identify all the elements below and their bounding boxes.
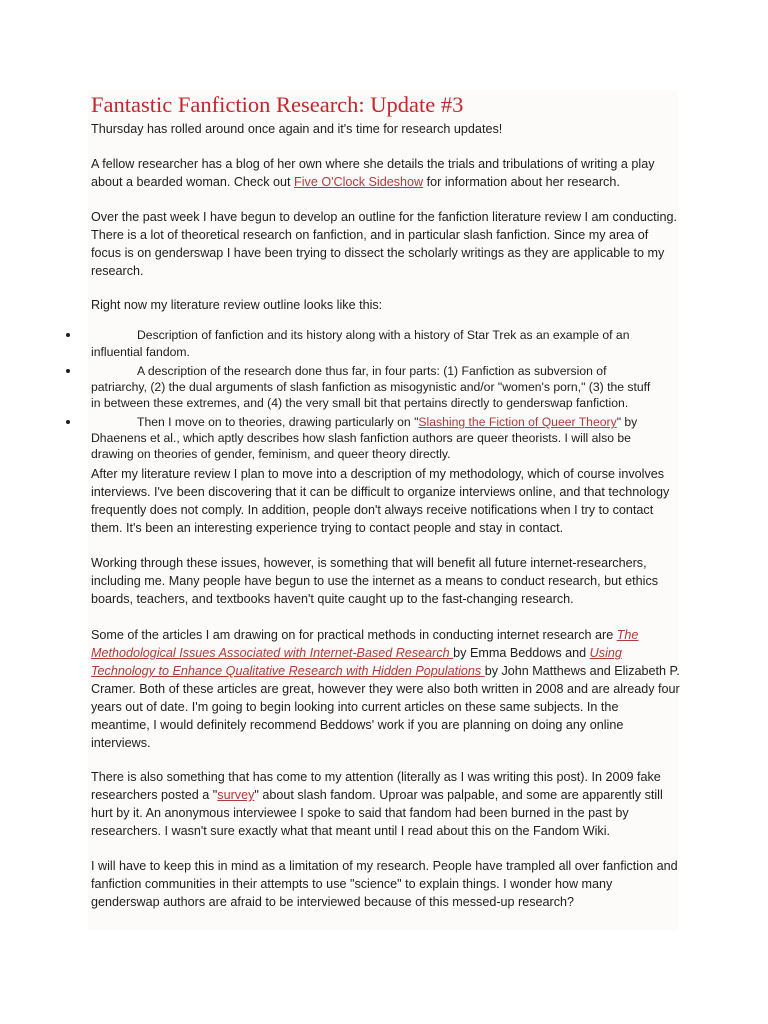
paragraph-line: There is also something that has come to my attention (literally as I was writing this post). In 2009 fake	[91, 770, 661, 784]
bullet-icon	[66, 369, 70, 373]
intro-text: Thursday has rolled around once again and it's time for research updates!	[91, 122, 503, 136]
paragraph-line: them. It's been an interesting experience trying to contact people and stay in contact.	[91, 521, 564, 535]
paragraph-line: I will have to keep this in mind as a limitation of my research. People have trampled all over fanfiction and	[91, 859, 678, 873]
list-item-line: A description of the research done thus far, in four parts: (1) Fanfiction as subversion of	[137, 364, 607, 378]
list-item-line: drawing on theories of gender, feminism, and queer theory directly.	[91, 447, 451, 461]
link-using-technology[interactable]: Using	[589, 646, 622, 660]
post-title: Fantastic Fanfiction Research: Update #3	[91, 92, 464, 117]
link-methodological-issues[interactable]: Methodological Issues Associated with Internet-Based Research	[91, 646, 454, 660]
paragraph-line: about a bearded woman. Check out Five O'Clock Sideshow for information about her research.	[91, 175, 620, 189]
paragraph-line: researchers posted a "survey" about slash fandom. Uproar was palpable, and some are apparently still	[91, 788, 663, 802]
list-item-line: influential fandom.	[91, 345, 190, 359]
link-methodological-issues[interactable]: The	[616, 628, 639, 642]
paragraph-line: After my literature review I plan to move into a description of my methodology, which of course involves	[91, 467, 665, 481]
bullet-icon	[66, 333, 70, 337]
paragraph-line: fanfiction communities in their attempts to use "science" to explain things. I wonder how many	[91, 877, 613, 891]
paragraph-line: Some of the articles I am drawing on for practical methods in conducting internet research are The	[91, 628, 639, 642]
bullet-icon	[66, 420, 70, 424]
paragraph-line: Right now my literature review outline looks like this:	[91, 298, 383, 312]
link-five-oclock-sideshow[interactable]: Five O'Clock Sideshow	[294, 175, 424, 189]
list-item-line: in between these extremes, and (4) the very small bit that pertains directly to genderswap fanfiction.	[91, 396, 629, 410]
paragraph-line: research.	[91, 264, 144, 278]
paragraph-line: genderswap authors are afraid to be interviewed because of this messed-up research?	[91, 895, 575, 909]
list-item-line: Then I move on to theories, drawing particularly on "Slashing the Fiction of Queer Theory" by	[137, 415, 638, 429]
paragraph-line: frequently does not comply. In addition, people don't always receive notifications when I try to contact	[91, 503, 654, 517]
paragraph-line: Over the past week I have begun to develop an outline for the fanfiction literature review I am conducting.	[91, 210, 677, 224]
link-survey[interactable]: survey	[217, 788, 255, 802]
paragraph-line: Methodological Issues Associated with Internet-Based Research by Emma Beddows and Using	[91, 646, 622, 660]
paragraph-line: boards, teachers, and textbooks haven't quite caught up to the fast-changing research.	[91, 592, 574, 606]
paragraph-line: interviews. I've been discovering that it can be difficult to organize interviews online, and that technology	[91, 485, 670, 499]
paragraph-line: There is a lot of theoretical research on fanfiction, and in particular slash fanfiction. Since my area of	[91, 228, 649, 242]
paragraph-line: hurt by it. An anonymous interviewee I spoke to said that fandom had been burned in the past by	[91, 806, 629, 820]
paragraph-line: focus is on genderswap I have been trying to dissect the scholarly writings as they are applicable to my	[91, 246, 665, 260]
paragraph-line: interviews.	[91, 736, 151, 750]
list-item-line: Dhaenens et al., which aptly describes how slash fanfiction authors are queer theorists. I will also be	[91, 431, 631, 445]
paragraph-line: A fellow researcher has a blog of her own where she details the trials and tribulations of writing a play	[91, 157, 655, 171]
link-slashing-the-fiction[interactable]: Slashing the Fiction of Queer Theory	[418, 415, 617, 429]
list-item-line: Description of fanfiction and its history along with a history of Star Trek as an example of an	[137, 328, 630, 342]
paragraph-line: including me. Many people have begun to use the internet as a means to conduct research, but ethics	[91, 574, 659, 588]
paragraph-line: Working through these issues, however, is something that will benefit all future internet-researchers,	[91, 556, 647, 570]
link-using-technology[interactable]: Technology to Enhance Qualitative Research with Hidden Populations	[91, 664, 485, 678]
paragraph-line: Technology to Enhance Qualitative Research with Hidden Populations by John Matthews and Elizabeth P.	[91, 664, 680, 678]
paragraph-line: researchers. I wasn't sure exactly what that meant until I read about this on the Fandom Wiki.	[91, 824, 610, 838]
list-item-line: patriarchy, (2) the dual arguments of slash fanfiction as misogynistic and/or "women's porn," (3) the stuff	[91, 380, 651, 394]
paragraph-line: years out of date. I'm going to begin looking into current articles on these same subjects. In the	[91, 700, 619, 714]
paragraph-line: meantime, I would definitely recommend Beddows' work if you are planning on doing any online	[91, 718, 624, 732]
paragraph-line: Cramer. Both of these articles are great, however they were also both written in 2008 and are already four	[91, 682, 680, 696]
